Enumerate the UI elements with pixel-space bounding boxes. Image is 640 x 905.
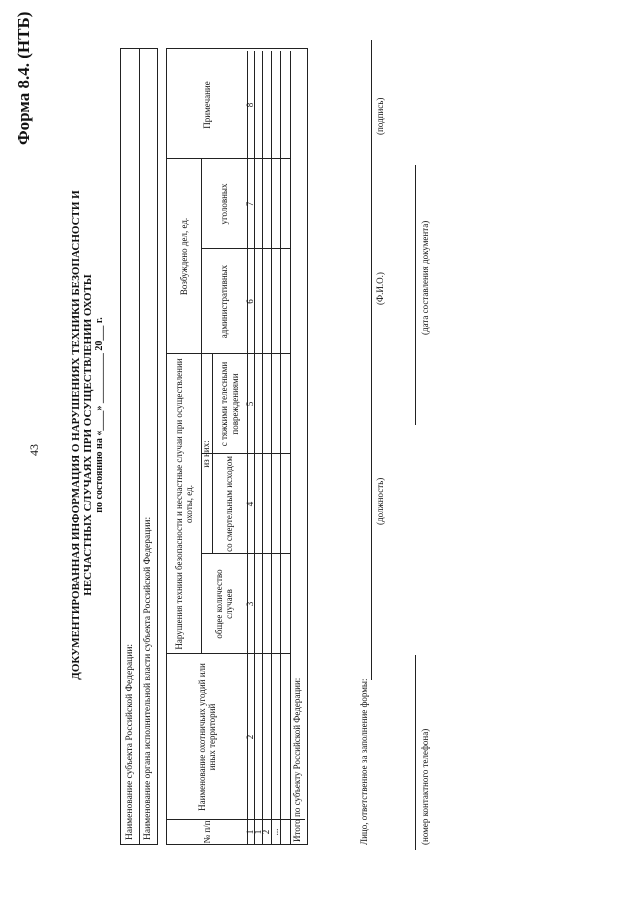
name-caption: (Ф.И.О.) <box>375 272 385 305</box>
row-number: ... <box>270 828 281 836</box>
column-number: 1 <box>245 829 256 835</box>
header-of-which: из них: <box>201 440 212 468</box>
form-id: Форма 8.4. (НТБ) <box>14 11 33 145</box>
header-fatal: со смертельным исходом <box>224 456 235 552</box>
phone-line <box>415 655 416 850</box>
responsible-person-label: Лицо, ответственное за заполнение формы: <box>359 678 369 845</box>
phone-caption: (номер контактного телефона) <box>420 728 430 845</box>
violations-table <box>166 48 308 845</box>
page-number: 43 <box>27 444 41 456</box>
header-criminal: уголовных <box>218 183 229 225</box>
signature-caption: (подпись) <box>375 97 385 135</box>
date-line: по состоянию на «____» __________ 20___ г. <box>94 317 105 513</box>
column-number: 3 <box>245 601 256 607</box>
column-number: 8 <box>245 102 256 108</box>
total-row-label: Итого по субъекту Российской Федерации: <box>292 677 303 842</box>
header-violations-group: Нарушения техники безопасности и несчастные случаи при осуществлении охоты, ед. <box>173 358 194 650</box>
column-number: 5 <box>245 401 256 407</box>
header-cases-group: Возбуждено дел, ед. <box>178 217 189 296</box>
column-number: 6 <box>245 299 256 304</box>
responsible-line <box>371 40 372 680</box>
header-no: № п/п <box>201 820 212 844</box>
region-label: Наименование субъекта Российской Федерации: <box>121 49 140 844</box>
row-number: 1 <box>252 829 263 835</box>
column-number: 4 <box>245 501 256 507</box>
header-total-cases: общее количество случаев <box>213 569 234 639</box>
column-number: 2 <box>245 734 256 740</box>
subject-box <box>120 48 158 845</box>
header-administrative: административных <box>218 264 229 339</box>
date-caption: (дата составления документа) <box>420 220 430 335</box>
authority-label: Наименование органа исполнительной власти субъекта Российской Федерации: <box>143 516 153 840</box>
date-line-signature <box>415 165 416 425</box>
column-number: 7 <box>245 201 256 207</box>
header-severe-injury: с тяжкими телесными повреждениями <box>219 361 240 447</box>
title-line-2: НЕСЧАСТНЫХ СЛУЧАЯХ ПРИ ОСУЩЕСТВЛЕНИИ ОХОТЫ <box>82 274 94 596</box>
header-note: Примечание <box>201 81 212 129</box>
header-territory: Наименование охотничьих угодий или иных территорий <box>196 663 217 811</box>
position-caption: (должность) <box>375 477 385 525</box>
row-number: 2 <box>261 829 272 835</box>
document-title <box>70 165 94 705</box>
title-line-1: ДОКУМЕНТИРОВАННАЯ ИНФОРМАЦИЯ О НАРУШЕНИЯХ ТЕХНИКИ БЕЗОПАСНОСТИ И <box>70 190 82 680</box>
